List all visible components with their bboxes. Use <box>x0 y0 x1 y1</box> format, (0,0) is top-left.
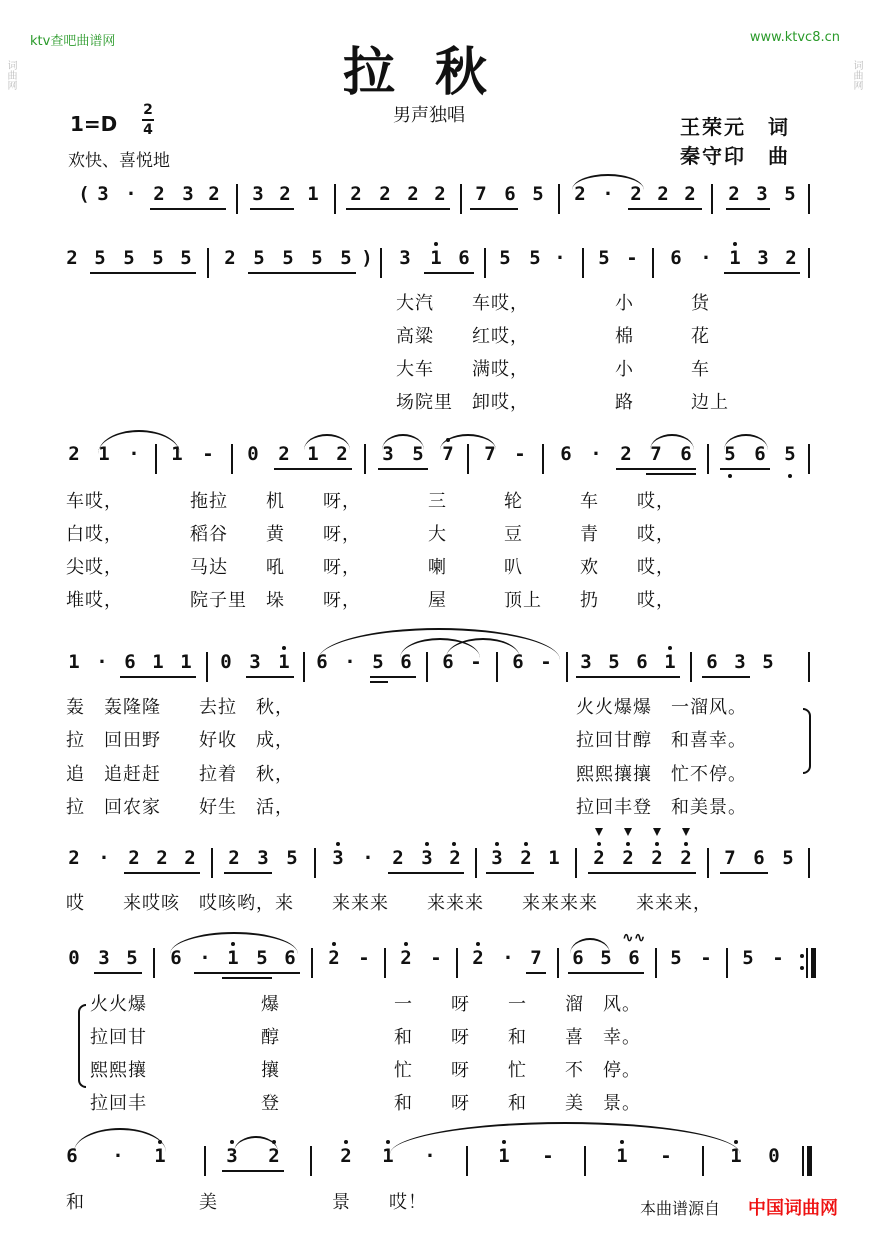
note: 2 <box>379 183 391 205</box>
note: - <box>430 947 442 969</box>
note: 2 <box>350 183 362 205</box>
lyricist-credit: 王荣元 词 <box>680 115 790 139</box>
note: 5 <box>608 651 620 673</box>
note: 5 <box>598 247 610 269</box>
mordent-icon: ∿∿ <box>622 930 646 946</box>
lyric-line: 拉 回农家 好生 活， <box>66 797 294 818</box>
note: - <box>514 443 526 465</box>
note: 2 <box>156 847 168 869</box>
note: 0 <box>220 651 232 673</box>
note: 7 <box>650 443 662 465</box>
page-title: 拉秋 <box>342 42 527 103</box>
lyric-line: 熙熙攘攘 忙不停。 <box>576 764 747 785</box>
note: - <box>540 651 552 673</box>
note: 2 <box>184 847 196 869</box>
note: 2 <box>620 443 632 465</box>
note: 6 <box>284 947 296 969</box>
note: - <box>700 947 712 969</box>
note: 2 <box>622 847 634 869</box>
lyric-line: 车哎， 拖拉 机 呀， 三 轮 车 哎， <box>66 491 675 512</box>
lyric-line: 轰 轰隆隆 去拉 秋， <box>66 697 294 718</box>
note: 3 <box>98 947 110 969</box>
note: 2 <box>657 183 669 205</box>
note: - <box>470 651 482 673</box>
note: 3 <box>382 443 394 465</box>
note: 1 <box>154 1145 166 1167</box>
note: 2 <box>328 947 340 969</box>
note: 5 <box>782 847 794 869</box>
source-label: 本曲谱源自 <box>640 1199 721 1218</box>
note: 2 <box>593 847 605 869</box>
note: · <box>502 947 514 969</box>
lyric-line: 尖哎， 马达 吼 呀， 喇 叭 欢 哎， <box>66 557 675 578</box>
note: 2 <box>68 847 80 869</box>
note: 3 <box>399 247 411 269</box>
note: 2 <box>651 847 663 869</box>
note: 1 <box>98 443 110 465</box>
tempo-marking: 欢快、喜悦地 <box>68 151 170 171</box>
note: - <box>660 1145 672 1167</box>
score-row-2 <box>0 246 870 286</box>
note: 6 <box>680 443 692 465</box>
note: 5 <box>256 947 268 969</box>
note: - <box>772 947 784 969</box>
note: 6 <box>124 651 136 673</box>
note: 3 <box>421 847 433 869</box>
note: · <box>602 183 614 205</box>
note: · <box>424 1145 436 1167</box>
note: 2 <box>128 847 140 869</box>
lyric-line: 和 美 景 哎！ <box>66 1192 427 1213</box>
note: · <box>128 443 140 465</box>
note: 5 <box>340 247 352 269</box>
note: 1 <box>616 1145 628 1167</box>
note: 2 <box>728 183 740 205</box>
note: 2 <box>434 183 446 205</box>
lyric-line: 拉 回田野 好收 成， <box>66 730 294 751</box>
note: 6 <box>458 247 470 269</box>
note: 0 <box>247 443 259 465</box>
note: 1 <box>180 651 192 673</box>
note: 3 <box>734 651 746 673</box>
note: · <box>554 247 566 269</box>
note: · <box>112 1145 124 1167</box>
lyric-line: 拉回丰登 和美景。 <box>576 797 747 818</box>
lyric-line: 火火爆爆 一溜风。 <box>576 697 747 718</box>
note: 3 <box>332 847 344 869</box>
note: 5 <box>152 247 164 269</box>
note: 3 <box>97 183 109 205</box>
note: 2 <box>279 183 291 205</box>
note: · <box>344 651 356 673</box>
lyric-line: 白哎， 稻谷 黄 呀， 大 豆 青 哎， <box>66 524 675 545</box>
note: 7 <box>442 443 454 465</box>
note: 1 <box>227 947 239 969</box>
note: 0 <box>68 947 80 969</box>
lyric-line: 拉回丰 登 和 呀 和 美 景。 <box>90 1093 641 1114</box>
note: 1 <box>382 1145 394 1167</box>
note: 3 <box>756 183 768 205</box>
note: 3 <box>252 183 264 205</box>
note: 1 <box>664 651 676 673</box>
lyric-line: 追 追赶赶 拉着 秋， <box>66 764 294 785</box>
note: 2 <box>224 247 236 269</box>
note: ) <box>361 247 373 269</box>
note: 2 <box>680 847 692 869</box>
note: 5 <box>94 247 106 269</box>
note: 6 <box>442 651 454 673</box>
note: 6 <box>66 1145 78 1167</box>
note: 2 <box>153 183 165 205</box>
note: 6 <box>572 947 584 969</box>
note: 1 <box>278 651 290 673</box>
note: 6 <box>512 651 524 673</box>
note: 7 <box>484 443 496 465</box>
score-row-7 <box>0 1144 870 1184</box>
subtitle: 男声独唱 <box>393 105 465 126</box>
note: 5 <box>529 247 541 269</box>
note: 6 <box>316 651 328 673</box>
note: 5 <box>742 947 754 969</box>
site-url-right: www.ktvc8.cn <box>749 30 840 45</box>
lyric-line: 场院里 卸哎， 路 边上 <box>396 392 729 413</box>
note: 3 <box>249 651 261 673</box>
note: 7 <box>724 847 736 869</box>
note: 5 <box>126 947 138 969</box>
watermark-strip-left: 词曲网 <box>5 60 16 90</box>
note: 5 <box>372 651 384 673</box>
score-row-6 <box>0 930 870 986</box>
note: 5 <box>286 847 298 869</box>
note: 1 <box>307 443 319 465</box>
note: 2 <box>278 443 290 465</box>
note: ( <box>78 183 90 205</box>
note: 3 <box>580 651 592 673</box>
note: 5 <box>784 183 796 205</box>
note: · <box>98 847 110 869</box>
note: 5 <box>311 247 323 269</box>
note: 1 <box>729 247 741 269</box>
repeat-bracket <box>803 708 811 774</box>
note: 1 <box>730 1145 742 1167</box>
note: 7 <box>530 947 542 969</box>
note: 2 <box>407 183 419 205</box>
note: · <box>700 247 712 269</box>
note: 6 <box>706 651 718 673</box>
score-row-3 <box>0 442 870 482</box>
note: 5 <box>499 247 511 269</box>
note: 5 <box>670 947 682 969</box>
composer-credit: 秦守印 曲 <box>680 144 790 168</box>
note: 0 <box>768 1145 780 1167</box>
note: 2 <box>66 247 78 269</box>
note: 1 <box>548 847 560 869</box>
note: - <box>542 1145 554 1167</box>
lyric-line: 高粱 红哎， 棉 花 <box>396 326 710 347</box>
note: · <box>362 847 374 869</box>
note: 2 <box>630 183 642 205</box>
note: 5 <box>412 443 424 465</box>
score-row-4 <box>0 650 870 690</box>
note: 5 <box>253 247 265 269</box>
note: 5 <box>600 947 612 969</box>
note: 5 <box>180 247 192 269</box>
note: 6 <box>636 651 648 673</box>
source-link[interactable]: 中国词曲网 <box>748 1198 838 1219</box>
note: 5 <box>123 247 135 269</box>
note: 1 <box>68 651 80 673</box>
note: 6 <box>753 847 765 869</box>
note: 3 <box>757 247 769 269</box>
score-row-5 <box>0 846 870 886</box>
note: 2 <box>228 847 240 869</box>
note: · <box>590 443 602 465</box>
note: 6 <box>670 247 682 269</box>
note: 2 <box>392 847 404 869</box>
time-signature <box>142 101 154 139</box>
note: 6 <box>400 651 412 673</box>
note: 2 <box>449 847 461 869</box>
note: - <box>626 247 638 269</box>
note: 6 <box>504 183 516 205</box>
note: 3 <box>226 1145 238 1167</box>
lyric-line: 拉回甘 醇 和 呀 和 喜 幸。 <box>90 1027 641 1048</box>
note: 1 <box>307 183 319 205</box>
lyric-line: 哎 来哎咳 哎咳哟，来 来来来 来来来 来来来来 来来来， <box>66 893 712 914</box>
lyric-line: 火火爆 爆 一 呀 一 溜 风。 <box>90 994 641 1015</box>
note: 3 <box>491 847 503 869</box>
note: 5 <box>724 443 736 465</box>
note: 1 <box>498 1145 510 1167</box>
note: 1 <box>152 651 164 673</box>
note: 2 <box>336 443 348 465</box>
note: 2 <box>268 1145 280 1167</box>
note: 2 <box>684 183 696 205</box>
note: 1 <box>430 247 442 269</box>
site-name-left: ktv查吧曲谱网 <box>30 34 116 49</box>
note: 2 <box>208 183 220 205</box>
note: 1 <box>171 443 183 465</box>
note: 5 <box>784 443 796 465</box>
lyric-line: 堆哎， 院子里 垛 呀， 屋 顶上 扔 哎， <box>66 590 675 611</box>
note: 6 <box>628 947 640 969</box>
note: 2 <box>520 847 532 869</box>
watermark-strip-right: 词曲网 <box>851 60 862 90</box>
score-row-1 <box>0 182 870 222</box>
note: 2 <box>68 443 80 465</box>
note: · <box>125 183 137 205</box>
note: - <box>202 443 214 465</box>
note: 2 <box>340 1145 352 1167</box>
lyric-line: 大车 满哎， 小 车 <box>396 359 710 380</box>
note: 6 <box>560 443 572 465</box>
note: 7 <box>475 183 487 205</box>
lyric-line: 熙熙攘 攘 忙 呀 忙 不 停。 <box>90 1060 641 1081</box>
note: 2 <box>785 247 797 269</box>
note: - <box>358 947 370 969</box>
note: 6 <box>170 947 182 969</box>
note: 5 <box>532 183 544 205</box>
note: 2 <box>400 947 412 969</box>
repeat-bracket <box>78 1004 86 1088</box>
note: 5 <box>762 651 774 673</box>
lyric-line: 拉回甘醇 和喜幸。 <box>576 730 747 751</box>
note: · <box>96 651 108 673</box>
note: 5 <box>282 247 294 269</box>
lyric-line: 大汽 车哎， 小 货 <box>396 293 710 314</box>
key-signature: 1=D <box>70 112 118 136</box>
note: 6 <box>754 443 766 465</box>
note: 3 <box>257 847 269 869</box>
note: 2 <box>574 183 586 205</box>
note: 2 <box>472 947 484 969</box>
time-top: 2 <box>143 102 153 118</box>
time-bottom: 4 <box>143 122 153 138</box>
note: 3 <box>182 183 194 205</box>
note: · <box>199 947 211 969</box>
